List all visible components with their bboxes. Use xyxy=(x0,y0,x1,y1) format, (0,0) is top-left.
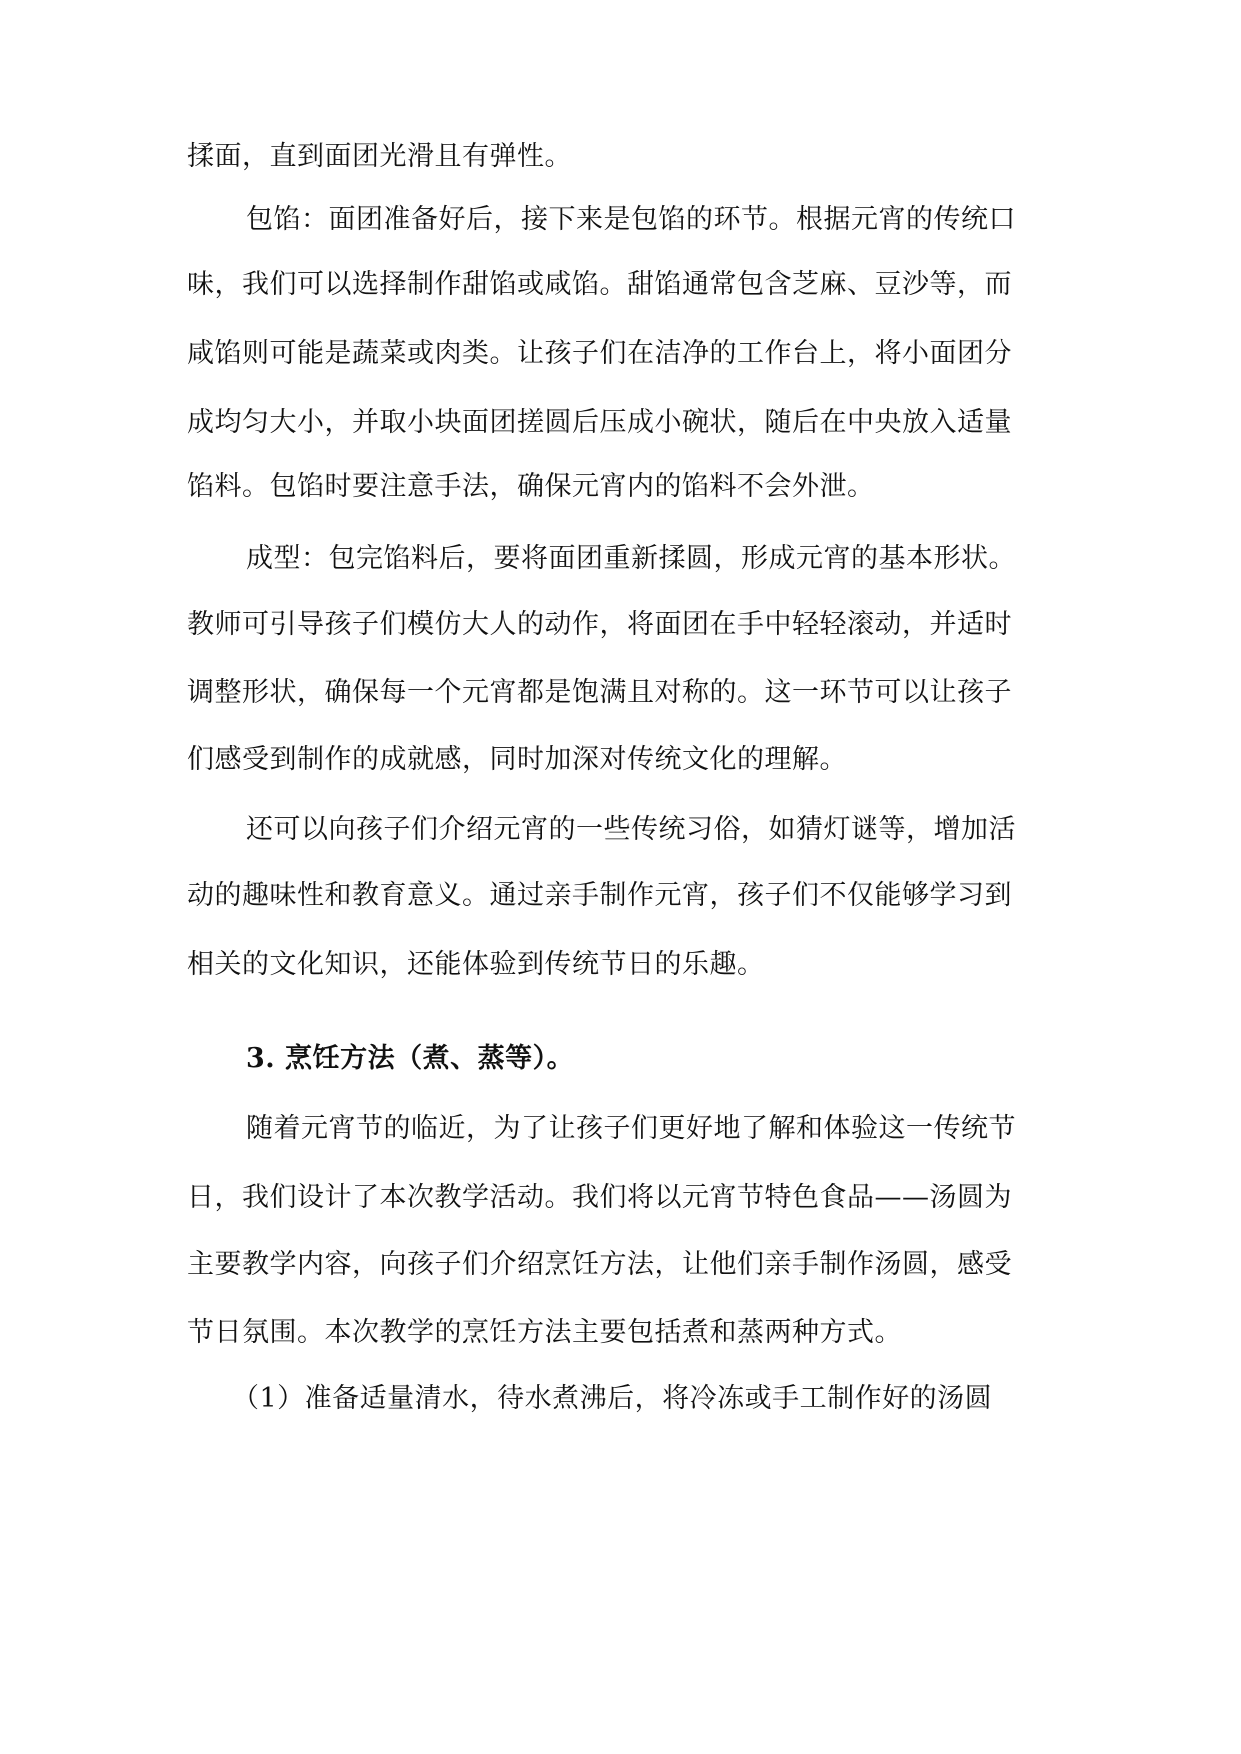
paragraph-line: 咸馅则可能是蔬菜或肉类。让孩子们在洁净的工作台上，将小面团分 xyxy=(187,338,1012,369)
paragraph-line: 随着元宵节的临近，为了让孩子们更好地了解和体验这一传统节 xyxy=(246,1113,1016,1144)
paragraph-line: 成均匀大小，并取小块面团搓圆后压成小碗状，随后在中央放入适量 xyxy=(187,407,1012,438)
paragraph-line: 主要教学内容，向孩子们介绍烹饪方法，让他们亲手制作汤圆，感受 xyxy=(187,1249,1012,1280)
paragraph-line: 包馅：面团准备好后，接下来是包馅的环节。根据元宵的传统口 xyxy=(246,204,1016,235)
paragraph-line: 日，我们设计了本次教学活动。我们将以元宵节特色食品——汤圆为 xyxy=(187,1182,1012,1213)
paragraph-line: 馅料。包馅时要注意手法，确保元宵内的馅料不会外泄。 xyxy=(187,471,875,502)
paragraph-line: 教师可引导孩子们模仿大人的动作，将面团在手中轻轻滚动，并适时 xyxy=(187,609,1012,640)
paragraph-line: 相关的文化知识，还能体验到传统节日的乐趣。 xyxy=(187,949,765,980)
paragraph-line: 动的趣味性和教育意义。通过亲手制作元宵，孩子们不仅能够学习到 xyxy=(187,880,1012,911)
section-heading: 3. 烹饪方法（煮、蒸等）。 xyxy=(246,1043,575,1074)
paragraph-line: 还可以向孩子们介绍元宵的一些传统习俗，如猜灯谜等，增加活 xyxy=(246,814,1016,845)
paragraph-line: 们感受到制作的成就感，同时加深对传统文化的理解。 xyxy=(187,744,847,775)
paragraph-line: 节日氛围。本次教学的烹饪方法主要包括煮和蒸两种方式。 xyxy=(187,1317,902,1348)
paragraph-line: 成型：包完馅料后，要将面团重新揉圆，形成元宵的基本形状。 xyxy=(246,543,1016,574)
paragraph-line: 调整形状，确保每一个元宵都是饱满且对称的。这一环节可以让孩子 xyxy=(187,677,1012,708)
paragraph-line: 味，我们可以选择制作甜馅或咸馅。甜馅通常包含芝麻、豆沙等，而 xyxy=(187,269,1012,300)
paragraph-line: 揉面，直到面团光滑且有弹性。 xyxy=(187,141,572,172)
paragraph-line: （1）准备适量清水，待水煮沸后，将冷冻或手工制作好的汤圆 xyxy=(232,1383,993,1414)
